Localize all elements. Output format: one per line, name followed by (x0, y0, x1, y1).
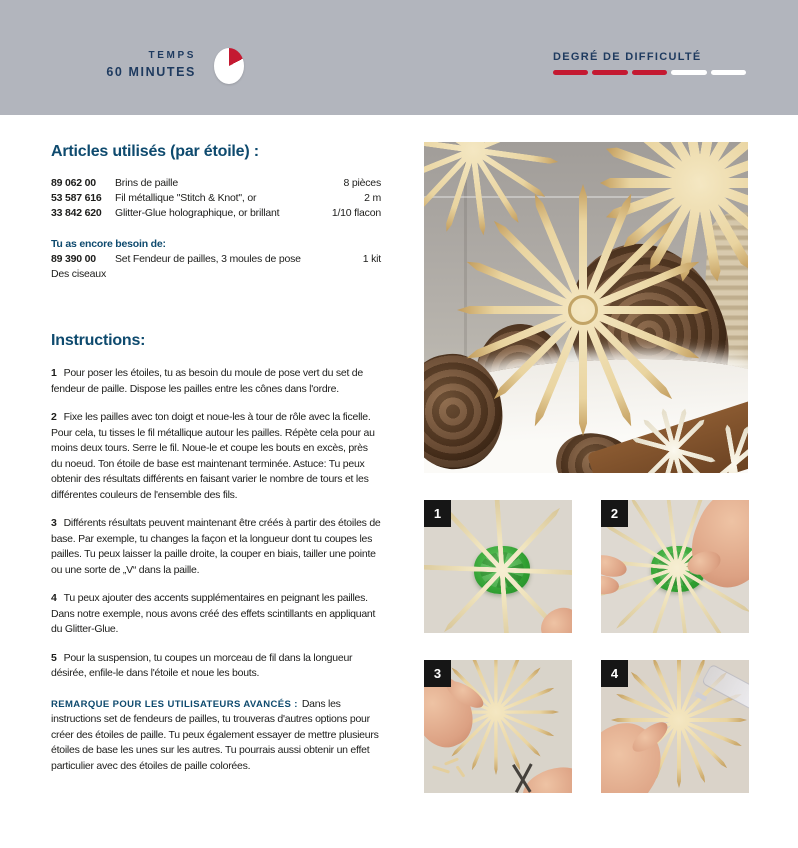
difficulty-label: DEGRÉ DE DIFFICULTÉ (553, 51, 702, 63)
straw-scrap (432, 765, 450, 773)
difficulty-block (553, 51, 746, 75)
step-text: Tu peux ajouter des accents supplémentaires en peignant les pailles. Dans notre exemple, nous avons créé des effets scintillants en appliquant du Glitter-Glue. (51, 592, 376, 635)
article-code: 53 587 616 (51, 192, 102, 204)
difficulty-segment (671, 70, 706, 75)
article-name: Fil métallique "Stitch & Knot", or (115, 192, 257, 204)
step-photo-1 (424, 500, 572, 633)
instructions-title: Instructions: (51, 332, 146, 349)
instruction-step (51, 366, 381, 397)
hand (601, 574, 620, 595)
time-block (60, 50, 196, 79)
article-name: Brins de paille (115, 177, 178, 189)
step-number: 2 (51, 411, 57, 423)
step-number: 1 (51, 367, 57, 379)
article-qty: 1/10 flacon (331, 207, 381, 219)
extra-item: Des ciseaux (51, 268, 106, 280)
step-photo-4 (601, 660, 749, 793)
hand (535, 601, 572, 633)
step-badge: 4 (601, 660, 628, 687)
main-photo (424, 142, 748, 473)
wire-knot (568, 295, 598, 325)
step-photo-2 (601, 500, 749, 633)
article-row (51, 191, 381, 206)
articles-title: Articles utilisés (par étoile) : (51, 143, 259, 160)
difficulty-segment (592, 70, 627, 75)
step-text: Fixe les pailles avec ton doigt et noue-les à tour de rôle avec la ficelle. Pour cela, tu tisses le fil métallique autour les pailles. Répète cela pour au moins deux tours. Serre le fil. Noue-le et coupe les bouts en excès, près du noeud. Ton étoile de base est maintenant terminée. Astuce: Tu peux obtenir des résultats différents en faisant varier le nombre de tours et les différentes couleurs de l'ensemble des fils. (51, 411, 375, 501)
straw-scrap (444, 757, 459, 765)
articles-table (51, 176, 381, 282)
content-column (51, 143, 381, 774)
header-band (0, 0, 798, 115)
article-name: Set Fendeur de pailles, 3 moules de pose (115, 253, 301, 265)
difficulty-bar (553, 70, 746, 75)
step-badge: 2 (601, 500, 628, 527)
article-name: Glitter-Glue holographique, or brillant (115, 207, 280, 219)
advanced-note-text: Dans les instructions set de fendeurs de pailles, tu trouveras d'autres options pour créer des étoiles de paille. Tu peux également essayer de mettre plusieurs étoiles de base les unes sur les autres. Tu pourrais aussi obtenir un effet particulier avec des étoiles de paille colorées. (51, 697, 379, 772)
time-label: TEMPS (148, 50, 196, 61)
difficulty-segment (711, 70, 746, 75)
advanced-note (51, 697, 381, 775)
glue-bottle (701, 664, 749, 711)
step-number: 5 (51, 651, 57, 664)
step-badge: 1 (424, 500, 451, 527)
article-code: 33 842 620 (51, 207, 102, 219)
instruction-step (51, 591, 381, 638)
step-number: 4 (51, 592, 57, 604)
instruction-step (51, 410, 381, 503)
article-qty: 2 m (364, 192, 381, 204)
step-text: Différents résultats peuvent maintenant être créés à partir des étoiles de base. Par exemple, tu changes la façon et la longueur dont tu coupes les pailles. Tu peux laisser la paille droite, la couper en biais, tailler une pointe ou une sorte de „V“ dans la paille. (51, 517, 381, 576)
article-row (51, 252, 381, 267)
instruction-step (51, 651, 381, 682)
advanced-note-label: REMARQUE POUR LES UTILISATEURS AVANCÉS : (51, 698, 298, 710)
difficulty-segment (632, 70, 667, 75)
straw-ray (600, 178, 748, 188)
article-row (51, 206, 381, 221)
article-code: 89 390 00 (51, 253, 96, 265)
step-text: Pour la suspension, tu coupes un morceau de fil dans la longueur désirée, enfile-le dans l'étoile et noue les bouts. (51, 651, 353, 679)
instruction-step (51, 516, 381, 578)
straw-scrap (456, 765, 466, 777)
difficulty-segment (553, 70, 588, 75)
article-row (51, 176, 381, 191)
article-code: 89 062 00 (51, 177, 96, 189)
article-qty: 8 pièces (343, 177, 381, 189)
time-value: 60 MINUTES (106, 65, 196, 79)
article-qty: 1 kit (362, 253, 381, 265)
step-photo-3 (424, 660, 572, 793)
also-needed-title: Tu as encore besoin de: (51, 238, 166, 250)
step-badge: 3 (424, 660, 451, 687)
clock-pie-icon (214, 48, 244, 84)
step-text: Pour poser les étoiles, tu as besoin du moule de pose vert du set de fendeur de paille. Dispose les pailles entre les cônes dans l'ordre. (51, 367, 363, 395)
step-number: 3 (51, 517, 57, 529)
